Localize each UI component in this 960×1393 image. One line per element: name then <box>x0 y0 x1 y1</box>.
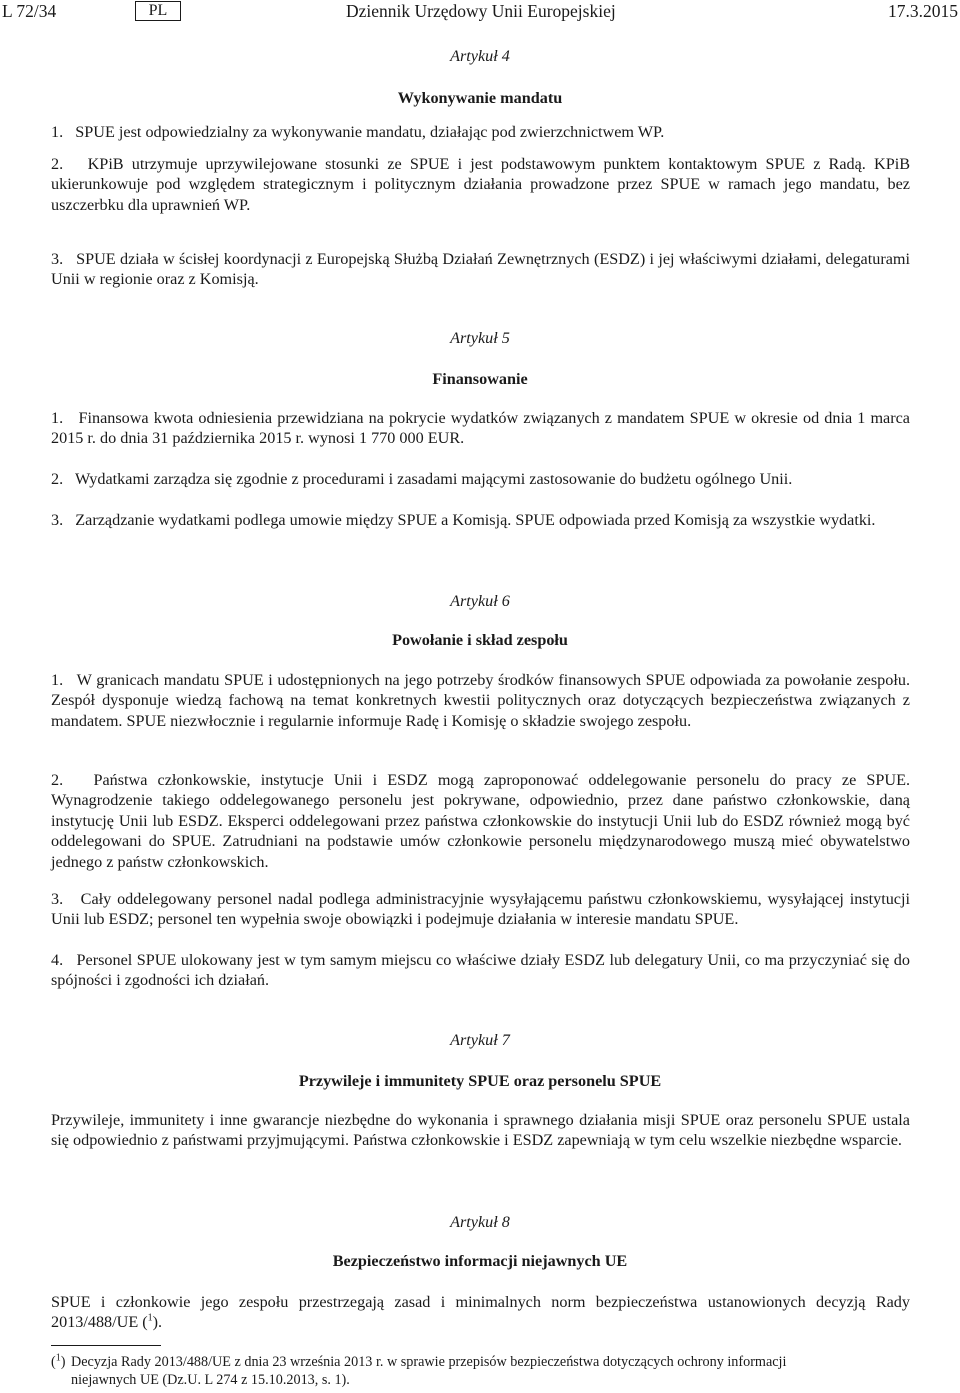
article-5-label: Artykuł 5 <box>450 329 510 347</box>
footnote-mark-number: 1 <box>55 1352 61 1364</box>
article-6-para-2: 2. Państwa członkowskie, instytucje Unii i ESDZ mogą zaproponować oddelegowanie personelu do pracy ze SPUE. Wynagrodzenie takiego oddelegowanego personelu jest pokrywane, odpowiednio, przez dane państwo członkowskie, daną instytucję Unii lub ESDZ. Eksperci oddelegowani przez państwa członkowskie do instytucji Unii lub do ESDZ również mogą być oddelegowani do SPUE. Zatrudniani na podstawie umów członkowie personelu międzynarodowego muszą mieć obywatelstwo jednego z państw członkowskich. <box>51 771 915 871</box>
footnote-line-1: Decyzja Rady 2013/488/UE z dnia 23 września 2013 r. w sprawie przepisów bezpieczeństwa dotyczących ochrony informacji <box>71 1354 787 1370</box>
article-8-label: Artykuł 8 <box>450 1213 510 1231</box>
issue-date: 17.3.2015 <box>888 1 958 21</box>
article-6-title: Powołanie i skład zespołu <box>392 631 568 649</box>
article-4-label: Artykuł 4 <box>450 47 510 65</box>
article-7-para-1: Przywileje, immunitety i inne gwarancje niezbędne do wykonania i sprawnego działania misji SPUE oraz personelu SPUE ustala się odpowiednio z państwami przyjmującymi. Państwa członkowskie i ESDZ zapewniają w tym celu wszelkie niezbędne wsparcie. <box>51 1111 910 1150</box>
language-badge: PL <box>135 1 181 21</box>
article-4-para-1: 1. SPUE jest odpowiedzialny za wykonywanie mandatu, działając pod zwierzchnictwem WP. <box>51 123 665 141</box>
article-4-para-2: 2. KPiB utrzymuje uprzywilejowane stosunki ze SPUE i jest podstawowym punktem kontaktowym SPUE z Radą. KPiB ukierunkowuje pod względem strategicznym i politycznym działania prowadzone przez SPUE w ramach jego mandatu, bez uszczerbku dla uprawnień WP. <box>51 155 915 214</box>
footnote-divider <box>51 1345 161 1346</box>
footnote-ref[interactable]: 1 <box>147 1313 153 1325</box>
footnote <box>51 1353 910 1389</box>
article-5-para-3: 3. Zarządzanie wydatkami podlega umowie między SPUE a Komisją. SPUE odpowiada przed Komisją za wszystkie wydatki. <box>51 511 876 529</box>
article-5-para-2: 2. Wydatkami zarządza się zgodnie z procedurami i zasadami mającymi zastosowanie do budżetu ogólnego Unii. <box>51 470 793 488</box>
article-6-para-1: 1. W granicach mandatu SPUE i udostępnionych na jego potrzeby środków finansowych SPUE odpowiada za powołanie zespołu. Zespół dysponuje wiedzą fachową na temat konkretnych kwestii politycznych oraz dotyczących bezpieczeństwa związanych z mandatem. SPUE niezwłocznie i regularnie informuje Radę i Komisję o składzie swojego zespołu. <box>51 671 915 730</box>
article-6-para-4: 4. Personel SPUE ulokowany jest w tym samym miejscu co właściwe działy ESDZ lub delegatury Unii, co ma przyczyniać się do spójności i zgodności ich działań. <box>51 951 915 990</box>
page-number: L 72/34 <box>2 1 57 21</box>
article-5-para-1: 1. Finansowa kwota odniesienia przewidziana na pokrycie wydatków związanych z mandatem SPUE w okresie od dnia 1 marca 2015 r. do dnia 31 października 2015 r. wynosi 1 770 000 EUR. <box>51 409 915 448</box>
article-8-title: Bezpieczeństwo informacji niejawnych UE <box>332 1252 628 1270</box>
footnote-mark-close: ) <box>60 1354 66 1370</box>
footnote-mark-open: ( <box>51 1354 56 1370</box>
journal-header <box>0 0 960 22</box>
article-4-title: Wykonywanie mandatu <box>397 89 563 107</box>
journal-title: Dziennik Urzędowy Unii Europejskiej <box>346 1 616 21</box>
footnote-mark <box>51 1353 71 1371</box>
article-7-label: Artykuł 7 <box>450 1031 510 1049</box>
article-4-para-3: 3. SPUE działa w ścisłej koordynacji z Europejską Służbą Działań Zewnętrznych (ESDZ) i jej właściwymi działami, delegaturami Unii w regionie oraz z Komisją. <box>51 250 915 289</box>
article-8-para-text: SPUE i członkowie jego zespołu przestrzegają zasad i minimalnych norm bezpieczeństwa ustanowionych decyzją Rady 2013/488/UE ( <box>51 1293 910 1332</box>
article-5-title: Finansowanie <box>432 370 528 388</box>
article-6-label: Artykuł 6 <box>450 592 510 610</box>
footnote-line-2: niejawnych UE (Dz.U. L 274 z 15.10.2013, s. 1). <box>71 1372 350 1388</box>
article-8-para-end: ). <box>152 1313 163 1332</box>
article-8-para-1 <box>51 1292 910 1333</box>
article-7-title: Przywileje i immunitety SPUE oraz personelu SPUE <box>298 1072 662 1090</box>
article-6-para-3: 3. Cały oddelegowany personel nadal podlega administracyjnie wysyłającemu państwu członkowskiemu, wysyłającej instytucji Unii lub ESDZ; personel ten wypełnia swoje obowiązki i podejmuje działania w interesie mandatu SPUE. <box>51 890 915 929</box>
